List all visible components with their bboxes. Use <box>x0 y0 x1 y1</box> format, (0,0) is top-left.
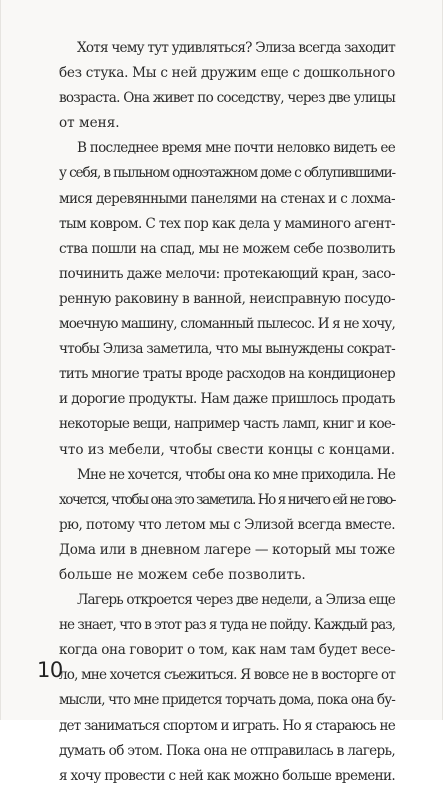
text-line: мысли, что мне придется торчать дома, пока она бу- <box>59 692 395 709</box>
text-line: ства пошли на спад, мы не можем себе позволить <box>59 240 395 257</box>
page-number: 10 <box>37 658 63 682</box>
text-line: и дорогие продукты. Нам даже пришлось продать <box>59 391 395 408</box>
text-line: без стука. Мы с ней дружим еще с дошкольного <box>59 65 395 82</box>
text-line: ло, мне хочется съежиться. Я вовсе не в восторге от <box>59 667 395 684</box>
paragraph <box>59 588 395 789</box>
text-line: думать об этом. Пока она не отправилась в лагерь, <box>59 742 395 759</box>
text-line: тить многие траты вроде расходов на кондиционер <box>59 366 395 383</box>
text-line: некоторые вещи, например часть ламп, книг и кое- <box>59 416 395 433</box>
text-line: что из мебели, чтобы свести концы с концами. <box>59 441 395 458</box>
text-line: я хочу провести с ней как можно больше времени. <box>59 767 395 784</box>
text-line: ренную раковину в ванной, неисправную посудо- <box>59 290 395 307</box>
text-line: от меня. <box>59 115 120 132</box>
text-line: Мне не хочется, чтобы она ко мне приходила. Не <box>77 466 395 483</box>
text-line: Дома или в дневном лагере — который мы тоже <box>59 541 395 558</box>
text-line: дет заниматься спортом и играть. Но я стараюсь не <box>59 717 395 734</box>
paragraph <box>59 36 395 136</box>
text-line: не знает, что в этот раз я туда не пойду. Каждый раз, <box>59 617 395 634</box>
text-line: моечную машину, сломанный пылесос. И я не хочу, <box>59 316 395 333</box>
text-line: Лагерь откроется через две недели, а Элиза еще <box>77 592 395 609</box>
paragraph <box>59 463 395 588</box>
text-line: у себя, в пыльном одноэтажном доме с облупившими- <box>59 165 396 182</box>
text-line: Хотя чему тут удивляться? Элиза всегда заходит <box>77 40 395 56</box>
text-line: чтобы Элиза заметила, что мы вынуждены сократ- <box>59 341 395 358</box>
text-line: В последнее время мне почти неловко видеть ее <box>77 140 395 157</box>
text-line: починить даже мелочи: протекающий кран, засо- <box>59 265 395 282</box>
text-line: тым ковром. С тех пор как дела у маминого агент- <box>59 215 395 232</box>
text-line: рю, потому что летом мы с Элизой всегда вместе. <box>59 516 395 533</box>
text-line: когда она говорит о том, как нам там будет весе- <box>59 642 395 659</box>
text-line: хочется, чтобы она это заметила. Но я ничего ей не гово- <box>59 491 395 508</box>
paragraph <box>59 136 395 462</box>
text-line: мися деревянными панелями на стенах и с лохма- <box>59 190 395 207</box>
body-text <box>59 36 395 789</box>
text-line: больше не можем себе позволить. <box>59 566 306 583</box>
text-line: возраста. Она живет по соседству, через две улицы <box>59 90 395 107</box>
